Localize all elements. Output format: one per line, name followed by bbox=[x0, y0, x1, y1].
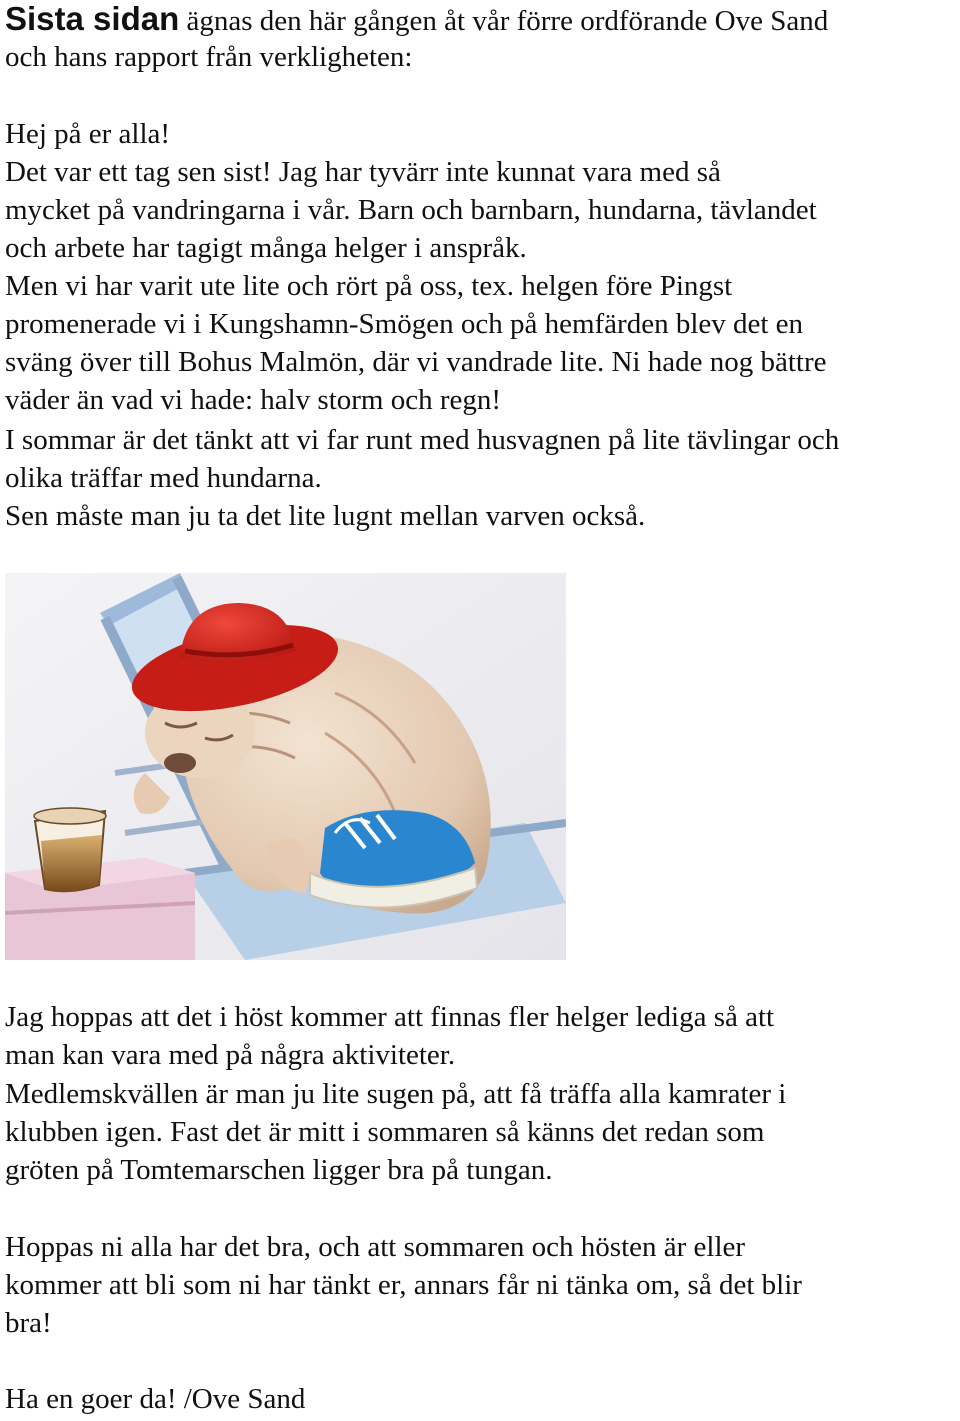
paragraph-1-line: olika träffar med hundarna. bbox=[5, 462, 322, 494]
paragraph-1-line: promenerade vi i Kungshamn-Smögen och på hemfärden blev det en bbox=[5, 308, 804, 340]
greeting: Hej på er alla! bbox=[5, 118, 171, 150]
paragraph-1-line: I sommar är det tänkt att vi far runt med husvagnen på lite tävlingar och bbox=[5, 424, 840, 456]
paragraph-1-line: Det var ett tag sen sist! Jag har tyvärr inte kunnat vara med så bbox=[5, 156, 721, 188]
paragraph-1-line: mycket på vandringarna i vår. Barn och barnbarn, hundarna, tävlandet bbox=[5, 194, 817, 226]
paragraph-3-line: Hoppas ni alla har det bra, och att sommaren och hösten är eller bbox=[5, 1231, 746, 1263]
paragraph-2-line: Medlemskvällen är man ju lite sugen på, att få träffa alla kamrater i bbox=[5, 1078, 787, 1110]
heading-intro-line-2: och hans rapport från verkligheten: bbox=[5, 41, 413, 73]
paragraph-1-line: och arbete har tagigt många helger i anspråk. bbox=[5, 232, 527, 264]
puppy-illustration bbox=[5, 573, 566, 960]
paragraph-3-line: bra! bbox=[5, 1307, 52, 1339]
puppy-photo bbox=[5, 573, 566, 960]
paragraph-2-line: klubben igen. Fast det är mitt i sommaren så känns det redan som bbox=[5, 1116, 765, 1148]
paragraph-1-line: Men vi har varit ute lite och rört på oss, tex. helgen före Pingst bbox=[5, 270, 733, 302]
paragraph-1-line: sväng över till Bohus Malmön, där vi vandrade lite. Ni hade nog bättre bbox=[5, 346, 827, 378]
paragraph-2-line: gröten på Tomtemarschen ligger bra på tungan. bbox=[5, 1154, 553, 1186]
paragraph-2-line: man kan vara med på några aktiviteter. bbox=[5, 1039, 456, 1071]
section-title: Sista sidan bbox=[5, 0, 180, 37]
signoff: Ha en goer da! /Ove Sand bbox=[5, 1383, 306, 1415]
drink-glass bbox=[34, 808, 106, 891]
page-heading bbox=[5, 0, 828, 40]
paragraph-1-line: Sen måste man ju ta det lite lugnt mellan varven också. bbox=[5, 500, 646, 532]
paragraph-2-line: Jag hoppas att det i höst kommer att finnas fler helger lediga så att bbox=[5, 1001, 775, 1033]
paragraph-1-line: väder än vad vi hade: halv storm och regn! bbox=[5, 384, 502, 416]
heading-intro: ägnas den här gången åt vår förre ordförande Ove Sand bbox=[179, 5, 829, 37]
paragraph-3-line: kommer att bli som ni har tänkt er, annars får ni tänka om, så det blir bbox=[5, 1269, 802, 1301]
